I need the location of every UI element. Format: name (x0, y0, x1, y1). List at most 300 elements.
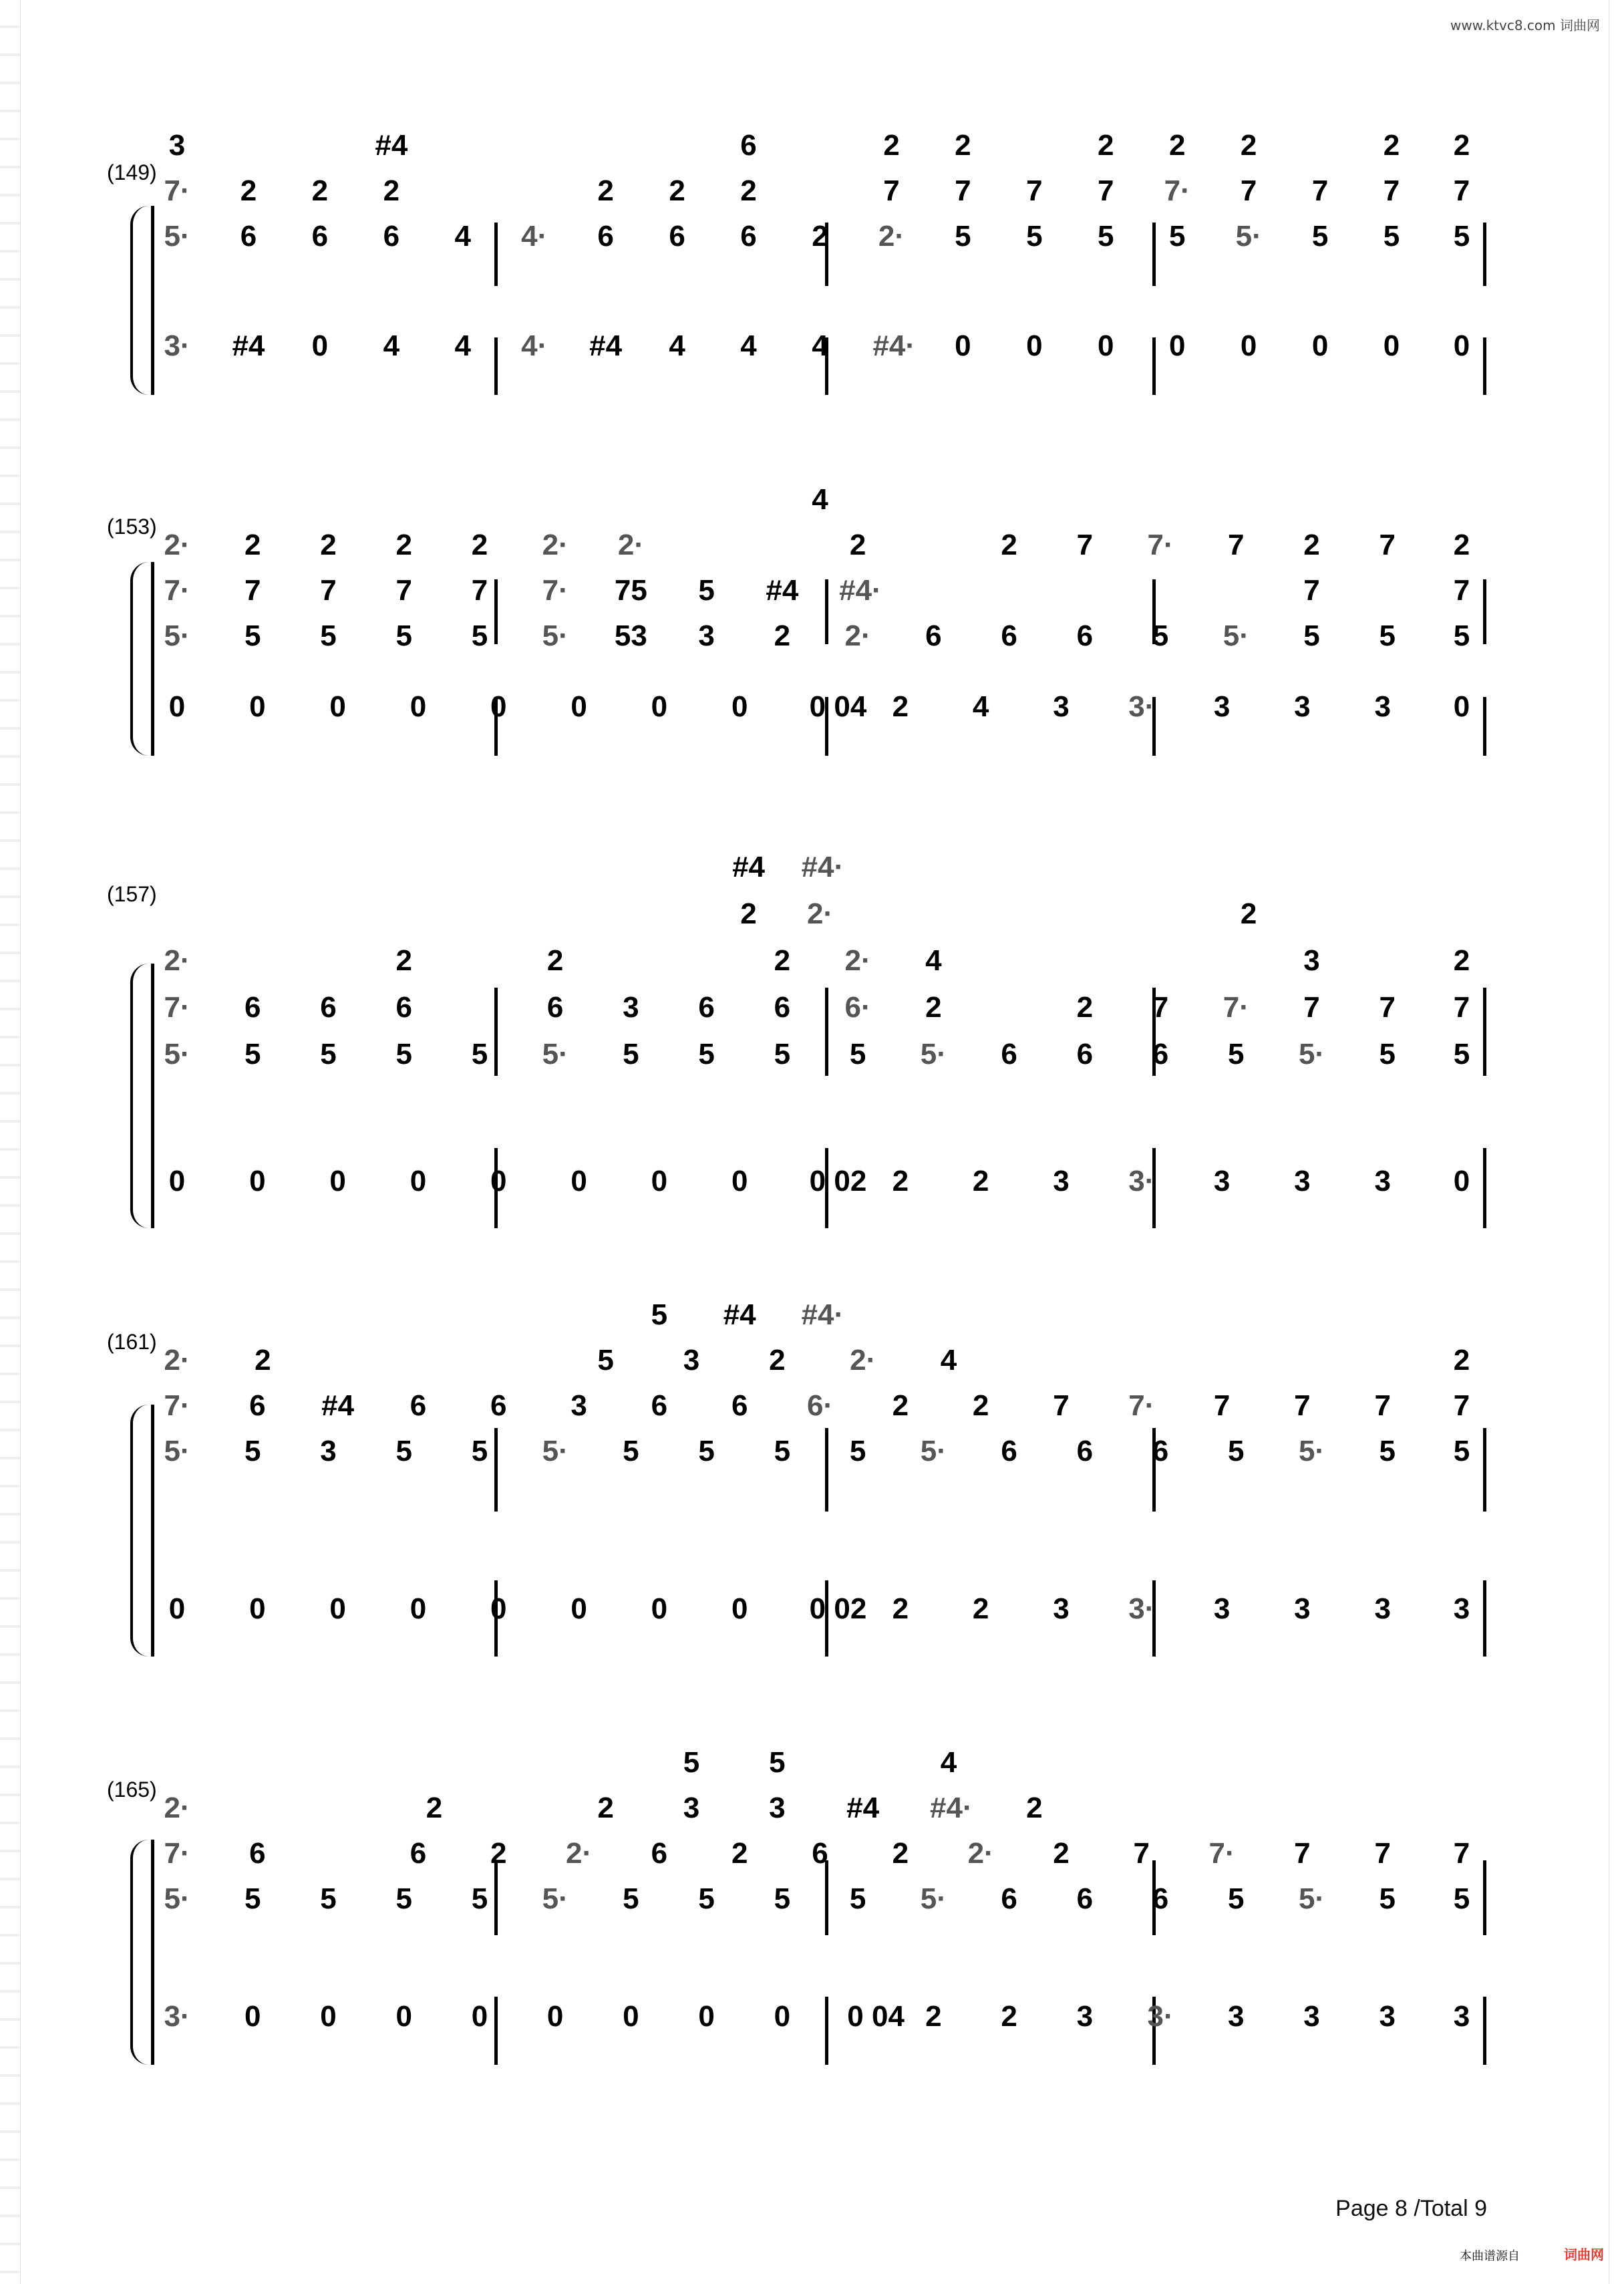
treble-note: 6 (774, 991, 791, 1024)
bass-note: 3 (1374, 1165, 1391, 1197)
treble-note: 5· (920, 1882, 947, 1915)
treble-note: 5· (542, 1882, 569, 1915)
treble-note: 5 (1453, 1435, 1470, 1467)
treble-note: #4· (801, 1298, 844, 1331)
treble-note: 2 (740, 897, 757, 930)
barline (494, 223, 498, 286)
treble-note: 5 (395, 619, 412, 652)
barline (1152, 223, 1156, 286)
treble-note: 2 (740, 174, 757, 207)
treble-note: 2· (617, 529, 644, 561)
treble-note: 7· (1223, 991, 1249, 1024)
barline (1152, 337, 1156, 395)
bass-note: 0 (731, 1592, 748, 1625)
bass-note: 0 (651, 1165, 668, 1197)
treble-note: 7 (1379, 529, 1396, 561)
bass-note: 3 (1294, 690, 1311, 723)
treble-note: 7· (164, 991, 190, 1024)
bass-note: 3 (1213, 690, 1231, 723)
treble-note: 4 (940, 1746, 957, 1779)
treble-note: 6 (1001, 619, 1017, 652)
treble-note: 7· (164, 574, 190, 607)
treble-note: 5 (395, 1435, 412, 1467)
treble-note: 5 (1228, 1882, 1245, 1915)
barline (1483, 1997, 1486, 2065)
bass-note: 3· (1128, 690, 1155, 723)
bass-note: 4 (740, 329, 757, 362)
treble-note: 7· (164, 1837, 190, 1870)
system-start-line (151, 964, 154, 1228)
treble-note: 2 (1453, 129, 1470, 162)
treble-note: 2 (311, 174, 329, 207)
source-credit: 本曲谱源自 (1460, 2249, 1520, 2263)
treble-note: 7 (395, 574, 412, 607)
treble-note: 5 (698, 1435, 715, 1467)
treble-note: 2· (844, 619, 871, 652)
treble-note: 5 (1453, 220, 1470, 253)
treble-note: 6 (1001, 1882, 1017, 1915)
barline (1483, 1580, 1486, 1657)
treble-note: 7· (542, 574, 569, 607)
treble-note: 5· (542, 1038, 569, 1070)
bass-note: 2 (892, 690, 909, 723)
treble-note: 5 (774, 1435, 791, 1467)
treble-note: 4 (925, 944, 942, 977)
treble-note: 75 (614, 574, 647, 607)
bass-note: #4 (232, 329, 265, 362)
bass-note: 3· (164, 329, 190, 362)
treble-note: 5 (244, 1435, 261, 1467)
bass-note: 0 (168, 690, 186, 723)
treble-note: 3 (571, 1389, 587, 1422)
bass-note: 0 (471, 2000, 488, 2033)
treble-note: 7· (1128, 1389, 1155, 1422)
treble-note: 7· (1208, 1837, 1235, 1870)
treble-note: 5 (471, 1038, 488, 1070)
treble-note: 7 (1076, 529, 1094, 561)
treble-note: 7 (320, 574, 337, 607)
treble-note: 5 (244, 619, 261, 652)
bass-note: 0 (698, 2000, 715, 2033)
bass-note: 0 (1026, 329, 1043, 362)
bass-note: 0 (244, 2000, 261, 2033)
treble-note: 6 (249, 1389, 266, 1422)
treble-note: 3 (683, 1792, 700, 1824)
treble-note: 4 (454, 220, 471, 253)
treble-note: 5· (1298, 1038, 1325, 1070)
treble-note: 5 (849, 1435, 866, 1467)
treble-note: 7 (1311, 174, 1329, 207)
treble-note: 5 (1383, 220, 1400, 253)
treble-note: 5 (1303, 619, 1320, 652)
treble-note: 5 (698, 1038, 715, 1070)
barline (1483, 988, 1486, 1076)
treble-note: #4· (839, 574, 882, 607)
page-indicator: Page 8 /Total 9 (1335, 2196, 1487, 2221)
bass-note: 0 (320, 2000, 337, 2033)
bass-note: 0 (1168, 329, 1186, 362)
treble-note: 6 (546, 991, 564, 1024)
treble-note: 5· (1298, 1435, 1325, 1467)
treble-note: 2 (490, 1837, 507, 1870)
bass-note: 3 (1303, 2000, 1320, 2033)
treble-note: #4 (321, 1389, 355, 1422)
barline (1483, 1148, 1486, 1228)
bass-note: 0 (651, 1592, 668, 1625)
treble-note: 2 (1053, 1837, 1070, 1870)
grand-staff-brace (130, 206, 152, 396)
treble-note: 5 (1228, 1038, 1245, 1070)
bass-note: 0 (571, 1592, 587, 1625)
header-url: www.ktvc8.com 词曲网 (1450, 17, 1600, 33)
treble-note: 2 (426, 1792, 443, 1824)
treble-note: 5 (698, 574, 715, 607)
bass-note: 3 (1374, 1592, 1391, 1625)
treble-note: 2 (395, 529, 412, 561)
treble-note: 5· (1223, 619, 1249, 652)
treble-note: 2· (164, 1792, 190, 1824)
treble-note: 6 (240, 220, 257, 253)
treble-note: 6· (844, 991, 871, 1024)
treble-note: 5· (1298, 1882, 1325, 1915)
treble-note: 6· (806, 1389, 834, 1422)
treble-note: 6 (1076, 619, 1094, 652)
treble-note: 7 (471, 574, 488, 607)
bass-note: 4 (972, 690, 989, 723)
treble-note: 7 (1053, 1389, 1070, 1422)
bass-note: 0 (410, 1165, 427, 1197)
treble-note: 5· (542, 619, 569, 652)
score-system (0, 1283, 1624, 1664)
bass-note: 4· (521, 329, 548, 362)
bass-note: 0 04 (847, 2000, 905, 2033)
treble-note: 7 (1133, 1837, 1150, 1870)
bass-note: 4 (454, 329, 471, 362)
treble-note: #4· (930, 1792, 973, 1824)
treble-note: 2 (1026, 1792, 1043, 1824)
treble-note: 2· (164, 944, 190, 977)
treble-note: 5 (683, 1746, 700, 1779)
grand-staff-brace (130, 562, 152, 756)
treble-note: 7 (1374, 1389, 1391, 1422)
treble-note: 7 (1453, 1837, 1470, 1870)
treble-note: 2· (850, 1344, 876, 1377)
barline (1483, 337, 1486, 395)
treble-note: 3 (1303, 944, 1320, 977)
bass-note: 0 (731, 690, 748, 723)
barline (1483, 1860, 1486, 1935)
treble-note: 7 (1294, 1389, 1311, 1422)
treble-note: 5 (955, 220, 971, 253)
treble-note: 2 (1303, 529, 1320, 561)
treble-note: 2· (542, 529, 569, 561)
treble-note: 5 (623, 1882, 639, 1915)
treble-note: 2 (597, 1792, 614, 1824)
treble-note: 7 (1383, 174, 1400, 207)
treble-note: 2 (774, 619, 791, 652)
treble-note: 2 (383, 174, 400, 207)
bass-note: 3 (1228, 2000, 1245, 2033)
treble-note: 7 (244, 574, 261, 607)
treble-note: #4 (723, 1298, 756, 1331)
measure-number: (157) (107, 882, 157, 906)
treble-note: 3 (168, 129, 186, 162)
treble-note: 2 (471, 529, 488, 561)
bass-note: 0 (571, 690, 587, 723)
treble-note: 5 (623, 1435, 639, 1467)
treble-note: 2 (320, 529, 337, 561)
treble-note: 5 (395, 1882, 412, 1915)
treble-note: 3 (623, 991, 639, 1024)
treble-note: 6 (1152, 1882, 1169, 1915)
barline (1483, 1428, 1486, 1512)
treble-note: 7 (1213, 1389, 1231, 1422)
bass-note: 0 (490, 690, 507, 723)
bass-note: 3 (1453, 2000, 1470, 2033)
treble-note: 5 (1311, 220, 1329, 253)
treble-note: 2 (255, 1344, 271, 1377)
score-system (0, 835, 1624, 1236)
treble-note: 2 (883, 129, 900, 162)
treble-note: 6 (395, 991, 412, 1024)
bass-note: 0 (249, 1592, 266, 1625)
treble-note: 2 (244, 529, 261, 561)
barline (825, 988, 828, 1076)
barline (1483, 223, 1486, 286)
treble-note: 7 (1453, 574, 1470, 607)
barline (1483, 697, 1486, 756)
treble-note: 5· (164, 619, 190, 652)
measure-number: (161) (107, 1330, 157, 1354)
bass-note: 0 (490, 1165, 507, 1197)
treble-note: 7 (1152, 991, 1169, 1024)
measure-number: (149) (107, 160, 157, 184)
bass-note: 0 (168, 1165, 186, 1197)
bass-note: 3· (1147, 2000, 1174, 2033)
treble-note: 2 (925, 991, 942, 1024)
bass-note: 0 (329, 690, 346, 723)
treble-note: 6 (812, 1837, 828, 1870)
bass-note: 4 (383, 329, 400, 362)
grand-staff-brace (130, 1405, 152, 1656)
treble-note: 3 (698, 619, 715, 652)
treble-note: 6 (311, 220, 329, 253)
bass-note: 0 04 (809, 690, 867, 723)
bass-note: 3 (1453, 1592, 1470, 1625)
barline (825, 1428, 828, 1512)
system-start-line (151, 562, 154, 756)
treble-note: 5 (244, 1882, 261, 1915)
bass-note: 0 (1453, 1165, 1470, 1197)
treble-note: 7 (1228, 529, 1245, 561)
bass-note: 0 (1383, 329, 1400, 362)
treble-note: 7 (1303, 574, 1320, 607)
treble-note: 2 (892, 1389, 909, 1422)
bass-note: 0 (1453, 690, 1470, 723)
treble-note: 5 (1453, 619, 1470, 652)
treble-note: 5· (164, 220, 190, 253)
treble-note: 2· (844, 944, 871, 977)
treble-note: 6 (1152, 1038, 1169, 1070)
bass-note: 0 (329, 1165, 346, 1197)
treble-note: 2 (1240, 897, 1257, 930)
treble-note: #4 (732, 851, 766, 883)
treble-note: 5· (920, 1435, 947, 1467)
treble-note: 5 (1453, 1882, 1470, 1915)
bass-note: 3 (1379, 2000, 1396, 2033)
treble-note: 3 (320, 1435, 337, 1467)
treble-note: 7· (164, 174, 190, 207)
treble-note: 5 (1168, 220, 1186, 253)
treble-note: 5· (164, 1435, 190, 1467)
treble-note: 5 (849, 1038, 866, 1070)
treble-note: #4 (375, 129, 408, 162)
treble-note: 5 (597, 1344, 614, 1377)
bass-note: 0 (731, 1165, 748, 1197)
treble-note: 5 (320, 1038, 337, 1070)
treble-note: 4· (521, 220, 548, 253)
score-system (0, 1731, 1624, 2072)
treble-note: 5· (164, 1038, 190, 1070)
treble-note: 2· (878, 220, 905, 253)
treble-note: 2 (1168, 129, 1186, 162)
treble-note: #4 (846, 1792, 880, 1824)
bass-note: 0 (1311, 329, 1329, 362)
treble-note: 6 (410, 1837, 427, 1870)
treble-note: 7 (955, 174, 971, 207)
treble-note: 7 (1240, 174, 1257, 207)
treble-note: 2 (769, 1344, 786, 1377)
treble-note: 6 (244, 991, 261, 1024)
treble-note: 5 (244, 1038, 261, 1070)
treble-note: 2 (731, 1837, 748, 1870)
treble-note: 5 (1152, 619, 1169, 652)
bass-note: 4 (812, 329, 828, 362)
bass-note: 0 (1098, 329, 1114, 362)
bass-note: 0 (329, 1592, 346, 1625)
barline (1483, 579, 1486, 644)
treble-note: 5 (1379, 1882, 1396, 1915)
treble-note: 2 (812, 220, 828, 253)
treble-note: 5 (623, 1038, 639, 1070)
bass-note: 2 (1001, 2000, 1017, 2033)
treble-note: 6 (1076, 1038, 1094, 1070)
treble-note: 2 (240, 174, 257, 207)
barline (825, 579, 828, 644)
bass-note: 3· (1128, 1592, 1155, 1625)
treble-note: 5 (320, 619, 337, 652)
treble-note: 5 (774, 1038, 791, 1070)
bass-note: #4 (589, 329, 623, 362)
treble-note: 6 (1076, 1435, 1094, 1467)
treble-note: 5 (651, 1298, 668, 1331)
bass-note: 0 (490, 1592, 507, 1625)
bass-note: 3 (1213, 1165, 1231, 1197)
bass-note: 0 (249, 690, 266, 723)
treble-note: 2 (395, 944, 412, 977)
bass-note: 0 (571, 1165, 587, 1197)
treble-note: 2 (972, 1389, 989, 1422)
bass-note: 0 (249, 1165, 266, 1197)
treble-note: 5 (698, 1882, 715, 1915)
treble-note: 6 (925, 619, 942, 652)
bass-note: 2 (972, 1592, 989, 1625)
bass-note: 2 (892, 1592, 909, 1625)
bass-note: 2 (925, 2000, 942, 2033)
treble-note: 5 (1026, 220, 1043, 253)
treble-note: 2 (1001, 529, 1017, 561)
treble-note: 3 (769, 1792, 786, 1824)
bass-note: 0 02 (809, 1165, 867, 1197)
bass-note: 2 (892, 1165, 909, 1197)
treble-note: 6 (731, 1389, 748, 1422)
treble-note: #4 (766, 574, 799, 607)
bass-note: 3 (1053, 1165, 1070, 1197)
bass-note: 0 (168, 1592, 186, 1625)
treble-note: 5 (1098, 220, 1114, 253)
treble-note: 6 (698, 991, 715, 1024)
treble-note: 6 (651, 1389, 668, 1422)
bass-note: 3· (164, 2000, 190, 2033)
bass-note: 3 (1076, 2000, 1094, 2033)
system-start-line (151, 1405, 154, 1656)
treble-note: 5 (1453, 1038, 1470, 1070)
treble-note: 6 (1152, 1435, 1169, 1467)
treble-note: 5· (920, 1038, 947, 1070)
treble-note: 5 (774, 1882, 791, 1915)
bass-note: 3 (1374, 690, 1391, 723)
treble-note: 5 (1379, 1038, 1396, 1070)
grand-staff-brace (130, 964, 152, 1228)
treble-note: 5 (395, 1038, 412, 1070)
treble-note: 5 (849, 1882, 866, 1915)
treble-note: 2· (164, 1344, 190, 1377)
treble-note: 6 (410, 1389, 427, 1422)
system-start-line (151, 206, 154, 396)
treble-note: 7 (1294, 1837, 1311, 1870)
treble-note: 5 (1379, 619, 1396, 652)
treble-note: 53 (614, 619, 647, 652)
treble-note: 6 (1001, 1038, 1017, 1070)
treble-note: 5 (320, 1882, 337, 1915)
treble-note: 7 (1453, 1389, 1470, 1422)
bass-note: 0 (1453, 329, 1470, 362)
bass-note: 0 (546, 2000, 564, 2033)
treble-note: 5 (1379, 1435, 1396, 1467)
treble-note: 2 (597, 174, 614, 207)
treble-note: 7 (1453, 174, 1470, 207)
treble-note: 2 (1453, 529, 1470, 561)
treble-note: 2 (1453, 1344, 1470, 1377)
treble-note: 5 (471, 619, 488, 652)
site-logo: 词曲网 (1564, 2248, 1604, 2263)
system-start-line (151, 1840, 154, 2065)
barline (825, 1997, 828, 2065)
bass-note: 3 (1294, 1592, 1311, 1625)
treble-note: 7· (1147, 529, 1174, 561)
treble-note: 4 (940, 1344, 957, 1377)
bass-note: #4· (872, 329, 916, 362)
treble-note: 2 (1076, 991, 1094, 1024)
treble-note: 5 (471, 1435, 488, 1467)
treble-note: 6 (740, 220, 757, 253)
bass-note: 2 (972, 1165, 989, 1197)
treble-note: 2· (806, 897, 834, 930)
treble-note: 2 (1383, 129, 1400, 162)
treble-note: 5· (1235, 220, 1262, 253)
treble-note: 6 (740, 129, 757, 162)
bass-note: 0 (410, 690, 427, 723)
